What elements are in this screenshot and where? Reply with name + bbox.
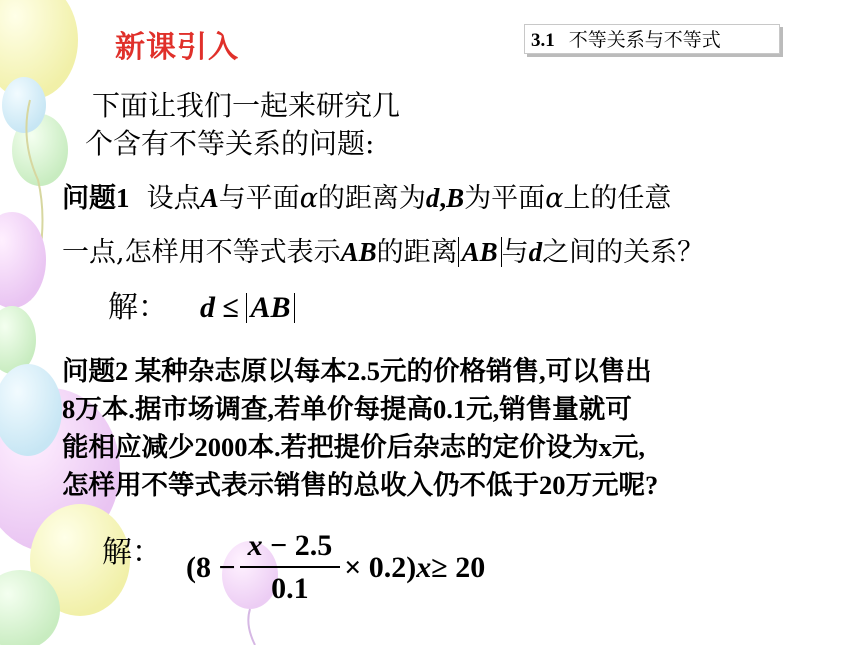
inequality-1: [200, 291, 295, 324]
point-a: A: [200, 183, 219, 213]
problem1-line-1: [62, 176, 671, 215]
section-title: 不等关系与不等式: [568, 29, 721, 51]
problem2-line: 问题2 某种杂志原以每本2.5元的价格销售,可以售出: [62, 356, 652, 386]
problem2-line: 能相应减少2000本.若把提价后杂志的定价设为x元,: [62, 432, 645, 462]
formula-lead: (8 −: [186, 551, 236, 584]
point-b: B: [446, 183, 465, 213]
solution-2-label: 解：: [102, 535, 162, 570]
distance-d: d: [425, 183, 440, 213]
formula-tail: × 0.2): [344, 551, 417, 584]
solution-label: 解：: [108, 290, 168, 325]
numerator-rest: − 2.5: [262, 529, 333, 562]
alpha-symbol: α: [299, 183, 318, 214]
solution-1: [108, 282, 295, 326]
leq-sign: ≤: [222, 291, 239, 324]
fraction-numerator: [240, 526, 341, 568]
formula-rel: ≥ 20: [431, 551, 486, 584]
var-d: d: [200, 291, 215, 324]
problem1-label: 问题1: [62, 183, 130, 213]
problem2: [62, 352, 658, 504]
p1-text: 的距离: [376, 237, 458, 268]
distance-d: d: [528, 237, 543, 267]
problem1-line-2: [62, 230, 704, 269]
p1-text: 上的任意: [563, 183, 672, 214]
p1-text: 设点: [146, 183, 201, 214]
p1-text: 一点,怎样用不等式表示: [62, 237, 341, 268]
p1-text: 为平面: [464, 183, 546, 214]
p1-text: 与平面: [218, 183, 300, 214]
var-x: x: [247, 529, 263, 562]
fraction-denominator: 0.1: [271, 572, 309, 605]
comma: ,: [439, 183, 447, 213]
p1-text: 与: [501, 237, 529, 268]
section-tag: [524, 24, 780, 54]
abs-ab: AB: [458, 237, 502, 267]
slide-title: 新课引入: [115, 30, 239, 65]
problem2-line: 8万本.据市场调查,若单价每提高0.1元,销售量就可: [62, 394, 632, 424]
alpha-symbol: α: [545, 183, 564, 214]
intro-line-1: 下面让我们一起来研究几: [92, 89, 401, 122]
p1-text: 之间的关系？: [542, 237, 705, 268]
segment-ab: AB: [340, 237, 377, 267]
var-x: x: [416, 551, 432, 584]
abs-ab: AB: [246, 293, 294, 323]
intro-text: [85, 87, 401, 163]
fraction: [240, 526, 341, 610]
problem2-line: 怎样用不等式表示销售的总收入仍不低于20万元呢?: [62, 470, 659, 500]
section-number: 3.1: [531, 30, 555, 51]
p1-text: 的距离为: [317, 183, 426, 214]
intro-line-2: 个含有不等关系的问题:: [85, 127, 375, 160]
inequality-2: [186, 518, 485, 618]
